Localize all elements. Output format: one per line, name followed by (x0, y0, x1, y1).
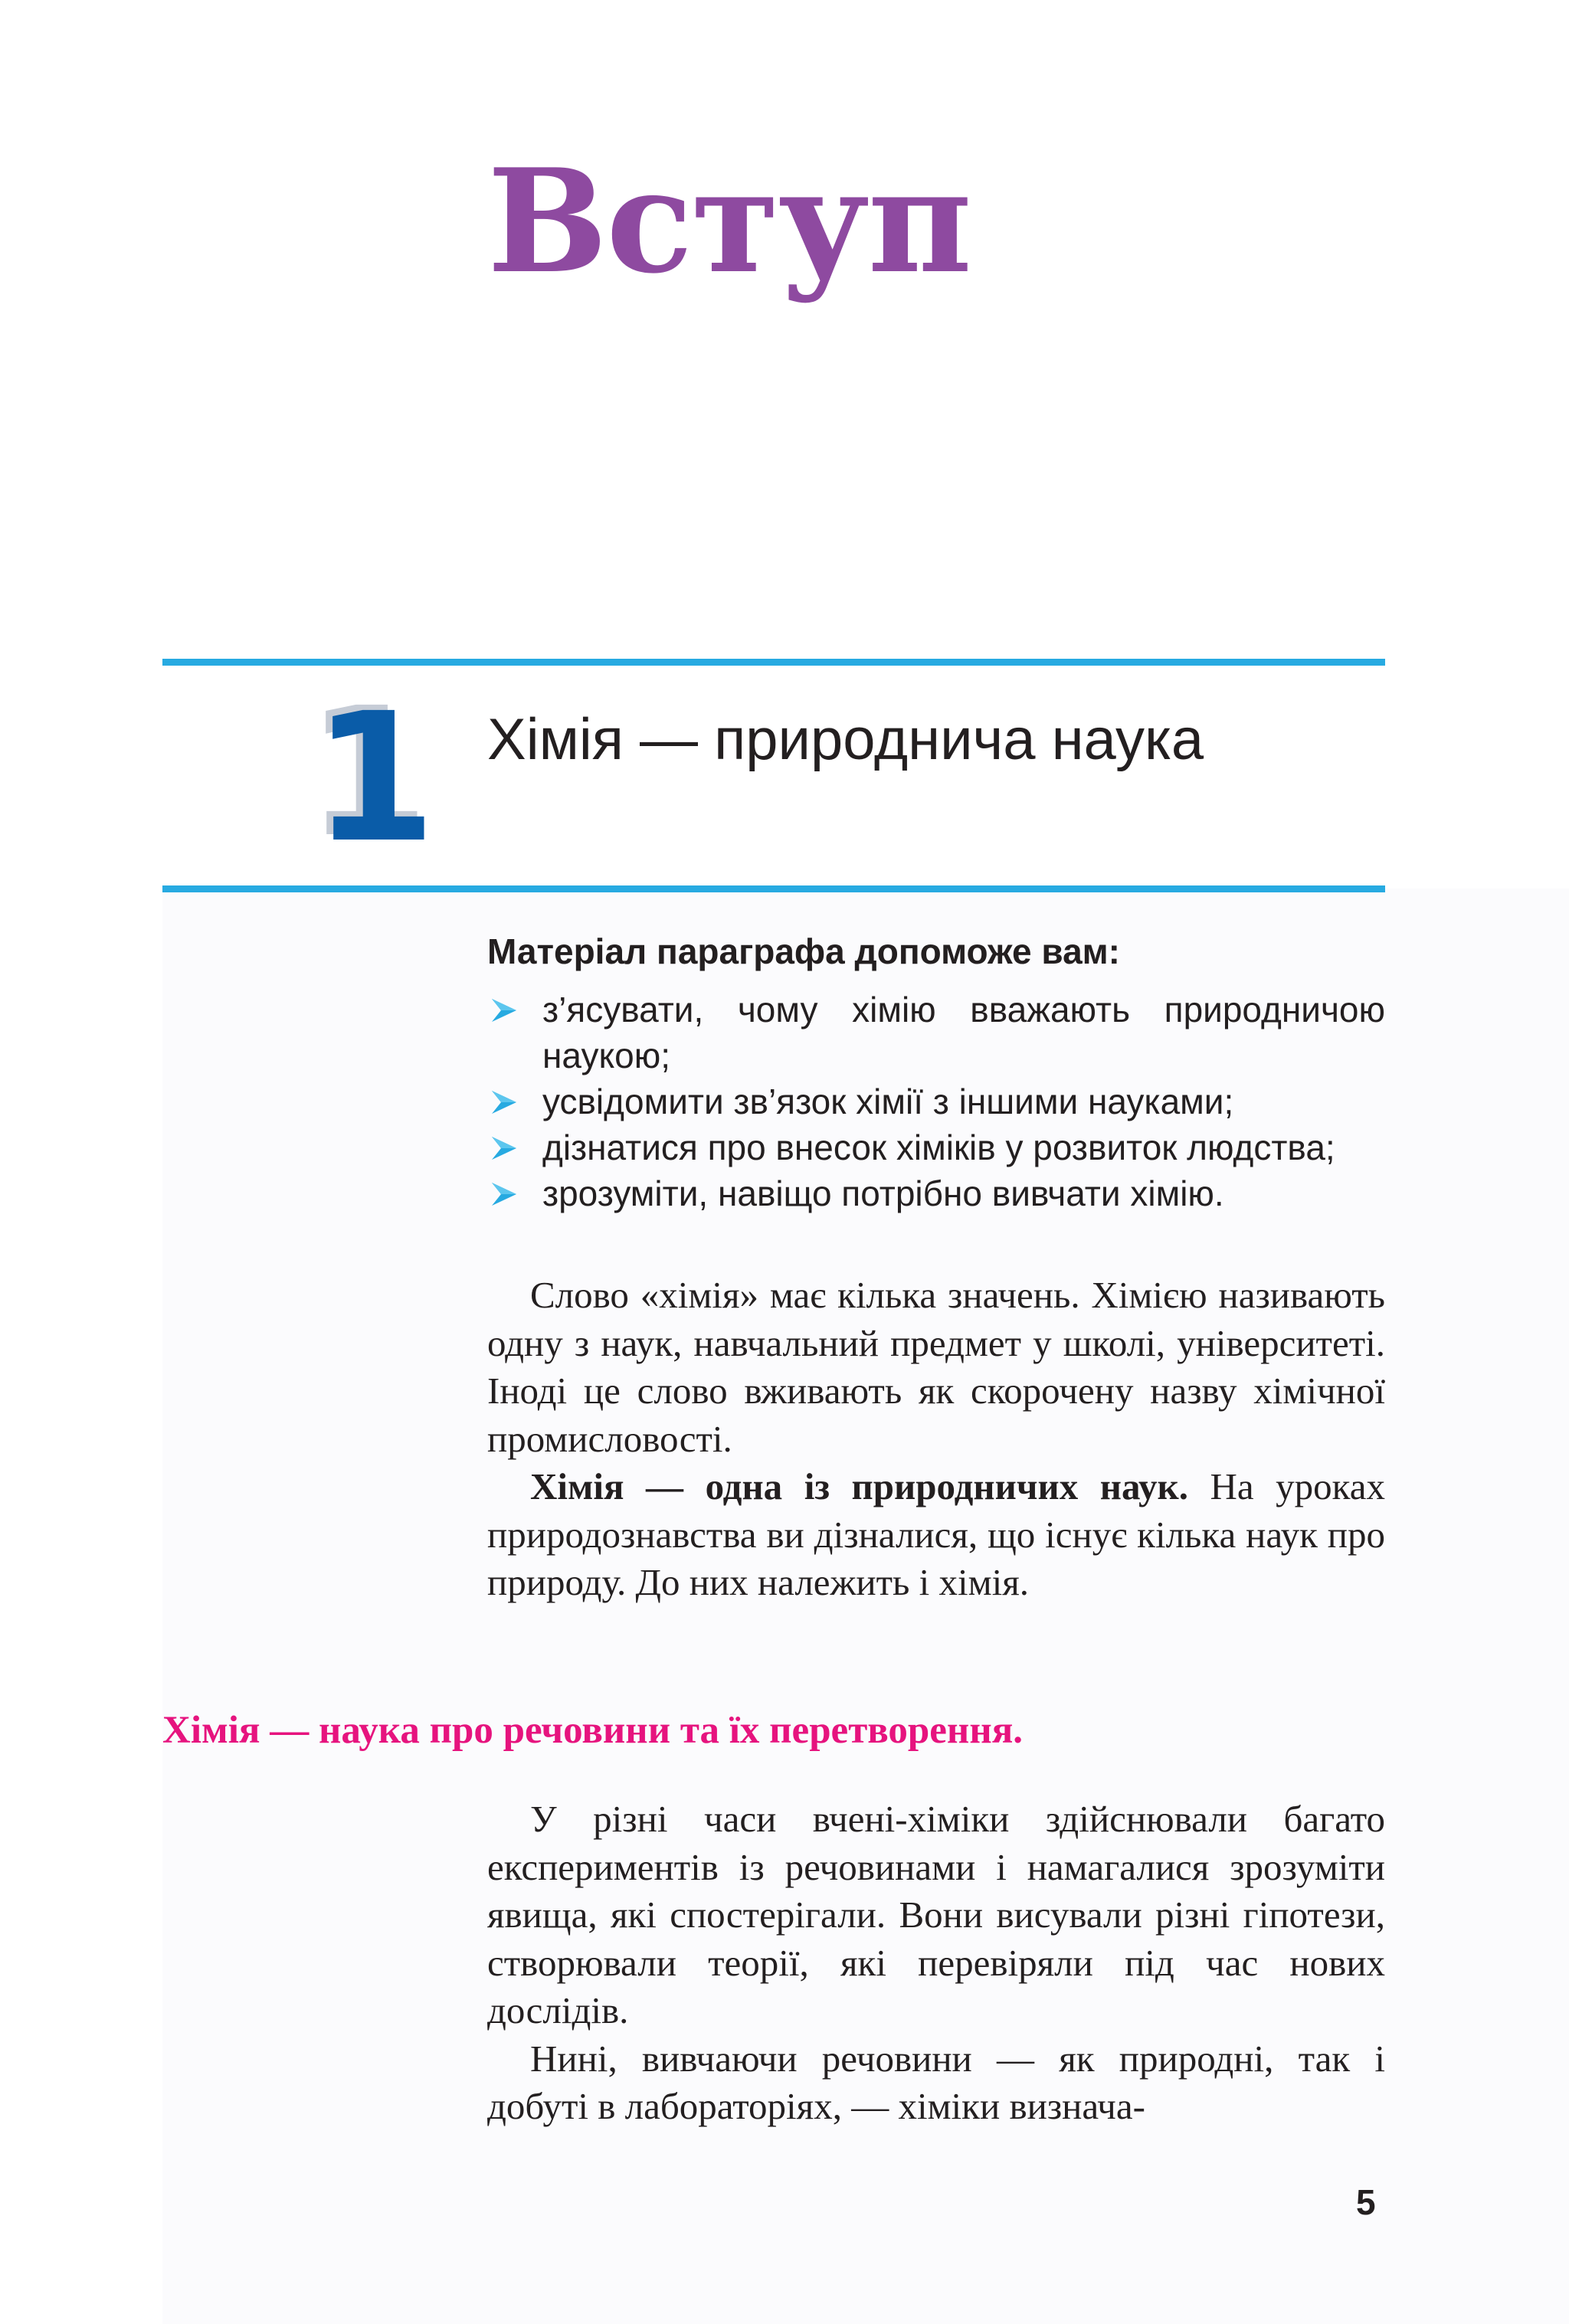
objective-text: усвідомити зв’язок хімії з іншими науками; (542, 1082, 1234, 1121)
objective-item (487, 1079, 1385, 1124)
section-bottom-rule (162, 885, 1385, 892)
objective-text: зрозуміти, навіщо потрібно вивчати хімію. (542, 1173, 1224, 1213)
paragraph-bold-lead: Хімія — одна із природничих наук. (530, 1465, 1188, 1507)
chevron-right-icon (490, 997, 518, 1023)
objectives-box (487, 928, 1385, 1216)
body-text-block-1 (487, 1272, 1385, 1607)
paragraph (487, 1463, 1385, 1607)
paragraph: Слово «хімія» має кілька значень. Хімією називають одну з наук, навчальний предмет у школі, університеті. Іноді це слово вживають як скорочену назву хімічної промисловості. (487, 1274, 1385, 1460)
objective-text: з’ясувати, чому хімію вважають природничою наукою; (542, 990, 1385, 1075)
section-number: 1 (313, 675, 437, 882)
objective-text: дізнатися про внесок хіміків у розвиток людства; (542, 1128, 1335, 1167)
chevron-right-icon (490, 1135, 518, 1161)
section-top-rule (162, 659, 1385, 666)
paragraph: У різні часи вчені-хіміки здійснювали багато експериментів із речовинами і намагалися зрозуміти явища, які спостерігали. Вони висували різні гіпотези, створювали теорії, які перевіряли під час нових дослідів. (487, 1798, 1385, 2031)
paragraph: Нині, вивчаючи речовини — як природні, так і добуті в лабораторіях, — хіміки визнача- (487, 2037, 1385, 2127)
chevron-right-icon (490, 1181, 518, 1207)
section-title: Хімія — природнича наука (487, 707, 1204, 772)
chapter-title: Вступ (487, 137, 971, 305)
page-number: 5 (1356, 2182, 1376, 2222)
objective-item (487, 1124, 1385, 1170)
objective-item (487, 987, 1385, 1079)
objective-item (487, 1170, 1385, 1216)
objectives-heading: Матеріал параграфа допоможе вам: (487, 931, 1121, 971)
paragraph-text: На уроках природознавства ви дізналися, що існує кілька наук про природу. До них належить і хімія. (487, 1465, 1385, 1603)
definition-highlight: Хімія — наука про речовини та їх перетворення. (162, 1709, 1024, 1752)
body-text-block-2 (487, 1795, 1385, 2131)
chevron-right-icon (490, 1089, 518, 1115)
objectives-list (487, 987, 1385, 1216)
